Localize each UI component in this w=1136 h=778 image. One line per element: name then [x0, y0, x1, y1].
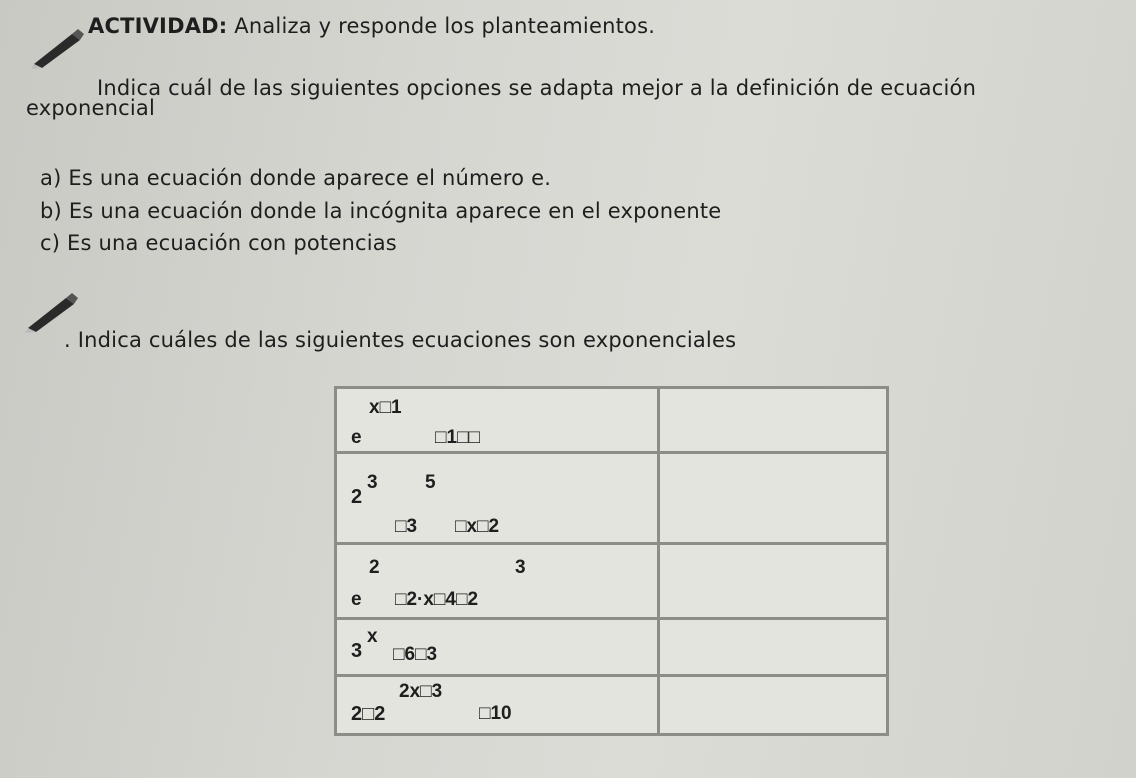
- equation-cell: [336, 619, 659, 676]
- exponent: x□1: [369, 397, 402, 418]
- question1-line2: exponencial: [26, 96, 155, 120]
- exponent: 3: [367, 472, 378, 493]
- option-letter: a): [40, 166, 62, 190]
- option-letter: c): [40, 231, 61, 255]
- equation-rhs: □10: [479, 703, 512, 724]
- equation-term: □x□2: [455, 516, 500, 537]
- equation-rhs: □6□3: [393, 644, 438, 665]
- option-a: [40, 166, 551, 190]
- base: e: [351, 589, 362, 610]
- activity-title: [88, 14, 655, 38]
- answer-cell[interactable]: [659, 619, 888, 676]
- table-row: [336, 388, 888, 453]
- table-row: [336, 676, 888, 735]
- base: e: [351, 427, 362, 448]
- option-b: [40, 199, 721, 223]
- answer-cell[interactable]: [659, 544, 888, 619]
- table-row: [336, 619, 888, 676]
- equation-rhs: □2·x□4□2: [395, 589, 479, 610]
- exponent: 2: [369, 557, 380, 578]
- option-text: Es una ecuación con potencias: [67, 231, 397, 255]
- base: 3: [351, 640, 363, 662]
- option-letter: b): [40, 199, 62, 223]
- equation-cell: [336, 544, 659, 619]
- question2-text: . Indica cuáles de las siguientes ecuaciones son exponenciales: [64, 328, 737, 352]
- equation-term: □3: [395, 516, 418, 537]
- equation-cell: [336, 453, 659, 544]
- base: 2□2: [351, 703, 386, 725]
- activity-label: ACTIVIDAD:: [88, 14, 228, 38]
- option-text: Es una ecuación donde aparece el número e.: [68, 166, 552, 190]
- equation-cell: [336, 676, 659, 735]
- answer-cell[interactable]: [659, 388, 888, 453]
- base: 2: [351, 486, 363, 508]
- answer-cell[interactable]: [659, 676, 888, 735]
- equations-table: [334, 386, 889, 736]
- option-text: Es una ecuación donde la incógnita aparece en el exponente: [68, 199, 722, 223]
- option-c: [40, 231, 397, 255]
- exponent: 5: [425, 472, 436, 493]
- exponent: 3: [515, 557, 526, 578]
- exponent: 2x□3: [399, 681, 443, 702]
- question1-line1: Indica cuál de las siguientes opciones se adapta mejor a la definición de ecuación: [97, 76, 977, 100]
- activity-instruction: Analiza y responde los planteamientos.: [234, 14, 656, 38]
- equation-cell: [336, 388, 659, 453]
- answer-cell[interactable]: [659, 453, 888, 544]
- exponent: x: [367, 626, 378, 647]
- pencil-icon: [28, 26, 86, 70]
- table-row: [336, 544, 888, 619]
- equation-rhs: □1□□: [435, 427, 480, 448]
- table-row: [336, 453, 888, 544]
